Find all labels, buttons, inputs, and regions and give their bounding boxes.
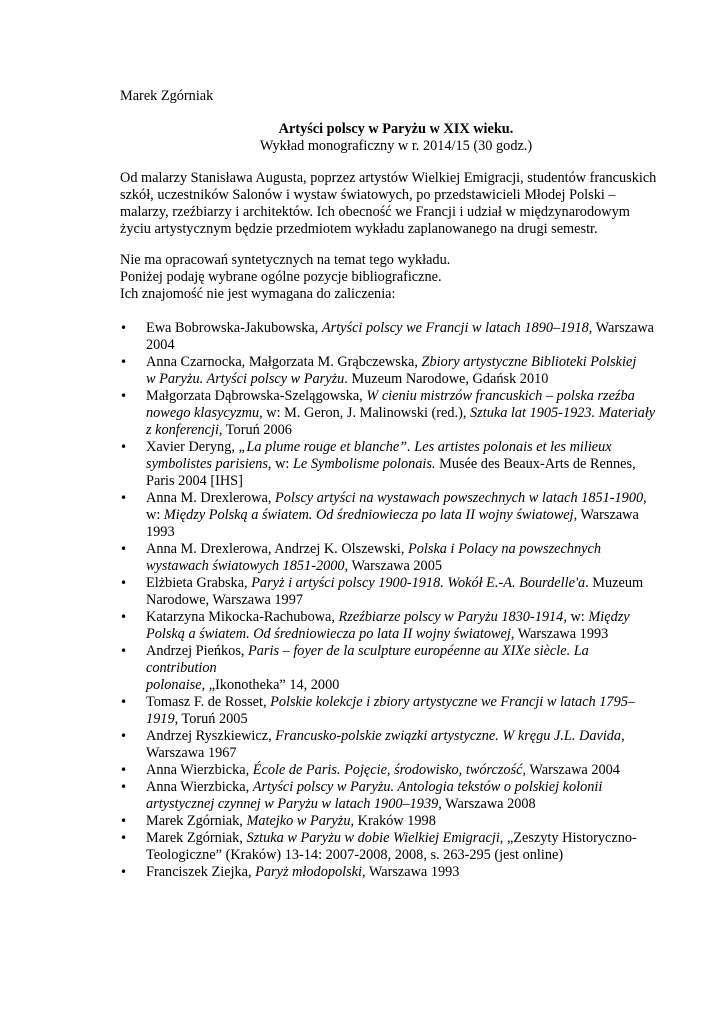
entry-line xyxy=(146,677,660,694)
bibliography-entry xyxy=(120,388,660,439)
entry-text: Andrzej Pieńkos, xyxy=(146,643,249,659)
entry-text: Marek Zgórniak, xyxy=(146,830,247,846)
bullet-icon: • xyxy=(120,610,128,624)
entry-title-text: Polskie kolekcje i zbiory artystyczne we Francji w latach 1795– xyxy=(270,694,636,710)
entry-title-text: École de Paris. Pojęcie, środowisko, twórczość xyxy=(252,762,523,778)
entry-text: Anna Wierzbicka, xyxy=(146,762,253,778)
entry-text: , Toruń 2005 xyxy=(174,711,248,727)
entry-text: Andrzej Ryszkiewicz, xyxy=(146,728,276,744)
bullet-icon: • xyxy=(120,814,128,828)
entry-line xyxy=(146,847,660,864)
entry-text: . Muzeum Narodowe, Gdańsk 2010 xyxy=(344,371,549,387)
entry-text: , w: M. Geron, J. Malinowski (red.), xyxy=(259,405,471,421)
title-block xyxy=(120,121,672,155)
entry-text: , Warszawa 1993 xyxy=(510,626,609,642)
bibliography-entry xyxy=(120,762,660,779)
entry-text: , Kraków 1998 xyxy=(350,813,436,829)
bullet-icon: • xyxy=(120,491,128,505)
entry-text: , xyxy=(621,728,625,744)
entry-line xyxy=(146,541,660,558)
entry-title-text: z konferencji xyxy=(146,422,219,438)
bullet-icon: • xyxy=(120,440,128,454)
entry-line xyxy=(146,796,660,813)
entry-text: , „Zeszyty Historyczno- xyxy=(499,830,637,846)
entry-line xyxy=(146,830,660,847)
entry-line xyxy=(146,592,660,609)
entry-title-text: Sztuka w Paryżu w dobie Wielkiej Emigracji xyxy=(246,830,500,846)
entry-text: Xavier Deryng, xyxy=(146,439,239,455)
entry-line xyxy=(146,558,660,575)
entry-text: Warszawa 1967 xyxy=(146,745,237,761)
bullet-icon: • xyxy=(120,780,128,794)
entry-title-text: Rzeźbiarze polscy w Paryżu 1830-1914 xyxy=(338,609,564,625)
intro-line: szkół, uczestników Salonów i wystaw światowych, po przedstawicieli Młodej Polski – xyxy=(120,187,616,203)
bibliography-entry xyxy=(120,541,660,575)
bibliography-entry xyxy=(120,575,660,609)
entry-title-text: Zbiory artystyczne Biblioteki Polskiej xyxy=(421,354,637,370)
entry-title-text: Francusko-polskie związki artystyczne. W kręgu J.L. Davida xyxy=(275,728,622,744)
bibliography-note xyxy=(120,252,680,303)
entry-line xyxy=(146,320,660,337)
entry-text: Katarzyna Mikocka-Rachubowa, xyxy=(146,609,339,625)
entry-text: , w: xyxy=(267,456,293,472)
bullet-icon: • xyxy=(120,389,128,403)
entry-text: Franciszek Ziejka, xyxy=(146,864,256,880)
entry-text: w: xyxy=(146,507,164,523)
entry-text: Teologiczne” (Kraków) 13-14: 2007-2008, 2008, s. 263-295 (jest online) xyxy=(146,847,564,863)
intro-paragraph xyxy=(120,170,680,238)
entry-title-text: Polska i Polacy na powszechnych xyxy=(408,541,602,557)
bullet-icon: • xyxy=(120,576,128,590)
entry-title-text: wystawach światowych 1851-2000 xyxy=(146,558,345,574)
entry-title-text: Między Polską a światem. Od średniowiecza po lata II wojny światowej xyxy=(163,507,574,523)
entry-title-text: Artyści polscy we Francji w latach 1890–1918 xyxy=(321,320,589,336)
entry-title-text: Matejko w Paryżu xyxy=(246,813,351,829)
entry-title-text: Polscy artyści na wystawach powszechnych w latach 1851-1900 xyxy=(275,490,644,506)
entry-line xyxy=(146,745,660,762)
bibliography-entry xyxy=(120,864,660,881)
lecture-subtitle: Wykład monograficzny w r. 2014/15 (30 godz.) xyxy=(259,138,533,154)
bibliography-entry xyxy=(120,779,660,813)
entry-line xyxy=(146,439,660,456)
entry-line xyxy=(146,354,660,371)
entry-line xyxy=(146,643,660,677)
entry-text: , xyxy=(643,490,647,506)
entry-text: Tomasz F. de Rosset, xyxy=(146,694,271,710)
entry-text: , Toruń 2006 xyxy=(218,422,292,438)
note-line: Nie ma opracowań syntetycznych na temat tego wykładu. xyxy=(120,252,451,268)
bibliography-entry xyxy=(120,643,660,694)
entry-title-text: Le Symbolisme polonais. xyxy=(292,456,436,472)
entry-line xyxy=(146,626,660,643)
entry-line xyxy=(146,371,660,388)
intro-line: Od malarzy Stanisława Augusta, poprzez artystów Wielkiej Emigracji, studentów francuskich xyxy=(120,170,657,186)
bullet-icon: • xyxy=(120,831,128,845)
entry-title-text: Polską a światem. Od średniowiecza po lata II wojny światowej xyxy=(146,626,511,642)
author-name: Marek Zgórniak xyxy=(120,88,214,104)
bullet-icon: • xyxy=(120,695,128,709)
note-line: Poniżej podaję wybrane ogólne pozycje bibliograficzne. xyxy=(120,269,442,285)
bullet-icon: • xyxy=(120,865,128,879)
entry-text: Marek Zgórniak, xyxy=(146,813,247,829)
entry-title-text: W cieniu mistrzów francuskich – polska rzeźba xyxy=(366,388,635,404)
bibliography-entry xyxy=(120,354,660,388)
entry-line xyxy=(146,473,660,490)
entry-text: , Warszawa 2004 xyxy=(522,762,620,778)
lecture-title: Artyści polscy w Paryżu w XIX wieku. xyxy=(278,121,514,137)
entry-title-text: symbolistes parisiens xyxy=(146,456,268,472)
entry-text: Paris 2004 [IHS] xyxy=(146,473,243,489)
entry-text: , Warszawa 1993 xyxy=(362,864,460,880)
bibliography-entry xyxy=(120,609,660,643)
entry-line xyxy=(146,864,660,881)
entry-line xyxy=(146,405,660,422)
bullet-icon: • xyxy=(120,729,128,743)
entry-text: Narodowe, Warszawa 1997 xyxy=(146,592,303,608)
entry-text: Małgorzata Dąbrowska-Szelągowska, xyxy=(146,388,367,404)
note-line: Ich znajomość nie jest wymagana do zaliczenia: xyxy=(120,286,396,302)
entry-title-text: polonaise xyxy=(146,677,202,693)
entry-text: Anna Wierzbicka, xyxy=(146,779,253,795)
entry-title-text: „La plume rouge et blanche”. Les artistes polonais et les milieux xyxy=(238,439,612,455)
entry-text: , Warszawa xyxy=(588,320,655,336)
entry-title-text: Artyści polscy w Paryżu. Antologia tekstów o polskiej kolonii xyxy=(252,779,603,795)
entry-text: Anna M. Drexlerowa, xyxy=(146,490,276,506)
entry-line xyxy=(146,609,660,626)
entry-title-text: artystycznej czynnej w Paryżu w latach 1900–1939 xyxy=(146,796,439,812)
entry-line xyxy=(146,575,660,592)
bibliography-entry xyxy=(120,728,660,762)
bullet-icon: • xyxy=(120,763,128,777)
entry-title-text: Sztuka lat 1905-1923. Materiały xyxy=(470,405,656,421)
entry-text: 2004 xyxy=(146,337,175,353)
entry-text: Ewa Bobrowska-Jakubowska, xyxy=(146,320,322,336)
entry-title-text: Paryż młodopolski xyxy=(255,864,362,880)
entry-line xyxy=(146,422,660,439)
entry-line xyxy=(146,694,660,711)
entry-line xyxy=(146,490,660,507)
entry-line xyxy=(146,337,660,354)
entry-title-text: Paris – foyer de la sculpture européenne au XIXe siècle. La contribution xyxy=(146,643,589,676)
entry-text: Anna Czarnocka, Małgorzata M. Grąbczewska, xyxy=(146,354,422,370)
bibliography-list xyxy=(120,320,660,881)
entry-line xyxy=(146,388,660,405)
entry-text: , Warszawa 2005 xyxy=(344,558,443,574)
entry-text: Musée des Beaux-Arts de Rennes, xyxy=(435,456,636,472)
bullet-icon: • xyxy=(120,644,128,658)
entry-line xyxy=(146,779,660,796)
intro-line: malarzy, rzeźbiarzy i architektów. Ich obecność we Francji i udział w międzynarodowym xyxy=(120,204,630,220)
entry-text: . Muzeum xyxy=(585,575,644,591)
entry-line xyxy=(146,711,660,728)
intro-line: życiu artystycznym będzie przedmiotem wykładu zaplanowanego na drugi semestr. xyxy=(120,221,598,237)
bullet-icon: • xyxy=(120,355,128,369)
entry-title-text: 1919 xyxy=(146,711,175,727)
bibliography-entry xyxy=(120,813,660,830)
entry-title-text: w Paryżu. Artyści polscy w Paryżu xyxy=(146,371,345,387)
entry-title-text: Między xyxy=(588,609,630,625)
entry-line xyxy=(146,524,660,541)
entry-line xyxy=(146,762,660,779)
bibliography-entry xyxy=(120,694,660,728)
bibliography-entry xyxy=(120,320,660,354)
entry-text: Anna M. Drexlerowa, Andrzej K. Olszewski, xyxy=(146,541,409,557)
entry-line xyxy=(146,456,660,473)
entry-line xyxy=(146,728,660,745)
entry-line xyxy=(146,507,660,524)
entry-title-text: Paryż i artyści polscy 1900-1918. Wokół E.-A. Bourdelle'a xyxy=(251,575,586,591)
entry-text: Elżbieta Grabska, xyxy=(146,575,252,591)
entry-text: 1993 xyxy=(146,524,175,540)
entry-text: , „Ikonotheka” 14, 2000 xyxy=(201,677,340,693)
entry-line xyxy=(146,813,660,830)
entry-text: , w: xyxy=(563,609,589,625)
entry-title-text: nowego klasycyzmu xyxy=(146,405,260,421)
entry-text: , Warszawa xyxy=(573,507,639,523)
bibliography-entry xyxy=(120,830,660,864)
bibliography-entry xyxy=(120,490,660,541)
bullet-icon: • xyxy=(120,321,128,335)
entry-text: , Warszawa 2008 xyxy=(438,796,536,812)
bullet-icon: • xyxy=(120,542,128,556)
bibliography-entry xyxy=(120,439,660,490)
